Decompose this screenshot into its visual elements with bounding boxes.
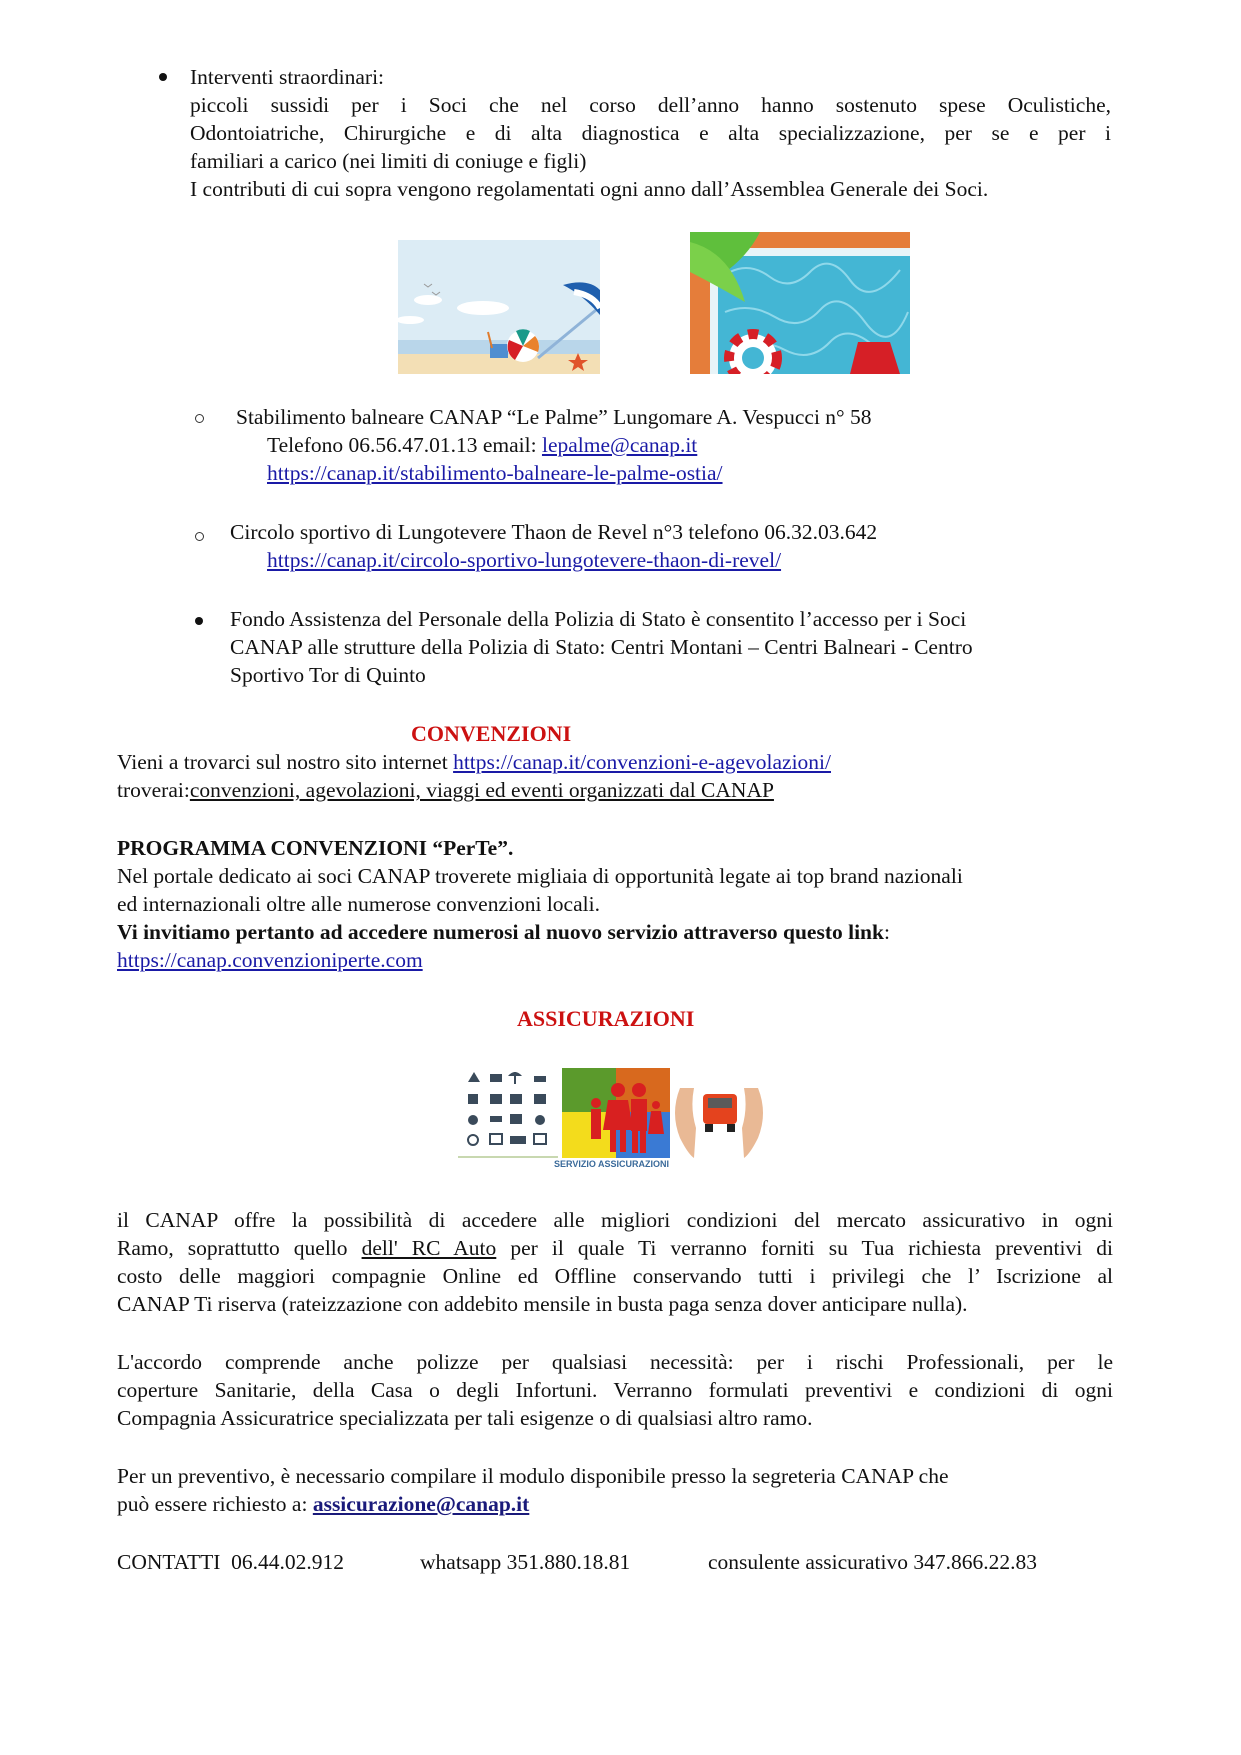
pool-illustration [690,232,910,374]
url-link-circolo[interactable]: https://canap.it/circolo-sportivo-lungotevere-thaon-di-revel/ [267,548,782,572]
assic-para2-line: Compagnia Assicuratrice specializzata per tali esigenze o di qualsiasi altro ramo. [117,1406,813,1430]
insurance-caption: SERVIZIO ASSICURAZIONI [554,1159,670,1169]
stabilimento-contact [267,431,697,459]
perte-invite [117,918,890,946]
insurance-banner [458,1068,768,1174]
assic-para1-line: il CANAP offre la possibilità di accedere alle migliori condizioni del mercato assicurativo in ogni [117,1208,1113,1232]
circolo-url-line [267,546,781,574]
url-link-convenzioni[interactable]: https://canap.it/convenzioni-e-agevolazioni/ [453,750,831,774]
contatti-label: CONTATTI 06.44.02.912 [117,1550,344,1574]
rc-auto-text: dell' RC Auto [361,1236,497,1260]
paragraph-line: Odontoiatriche, Chirurgiche e di alta diagnostica e alta specializzazione, per se e per i [190,121,1111,145]
perte-line: Nel portale dedicato ai soci CANAP troverete migliaia di opportunità legate ai top brand nazionali [117,864,963,888]
fondo-line: CANAP alle strutture della Polizia di Stato: Centri Montani – Centri Balneari - Centro [230,635,973,659]
invite-text: Vi invitiamo pertanto ad accedere numerosi al nuovo servizio attraverso questo link [117,920,884,944]
paragraph-line: piccoli sussidi per i Soci che nel corso dell’anno hanno sostenuto spese Oculistiche, [190,93,1111,117]
contatti-consulente: consulente assicurativo 347.866.22.83 [708,1550,1038,1574]
assic-para2-line: L'accordo comprende anche polizze per qualsiasi necessità: per i rischi Professionali, per le [117,1350,1113,1374]
fondo-line: Fondo Assistenza del Personale della Polizia di Stato è consentito l’accesso per i Soci [230,607,967,631]
section-title-interventi: Interventi straordinari: [190,65,385,89]
circolo-title: Circolo sportivo di Lungotevere Thaon de Revel n°3 telefono 06.32.03.642 [230,520,878,544]
text-segment: può essere richiesto a: [117,1492,313,1516]
perte-url-line [117,946,423,974]
beach-illustration [398,240,600,374]
assic-para3-line: Per un preventivo, è necessario compilare il modulo disponibile presso la segreteria CANAP che [117,1464,949,1488]
convenzioni-intro [117,748,831,776]
stabilimento-url-line [267,459,723,487]
assic-para1-line [117,1234,1113,1262]
assic-para1-line: costo delle maggiori compagnie Online ed Offline conservando tutti i privilegi che l’ Iscrizione al [117,1264,1113,1288]
email-link-lepalme[interactable]: lepalme@canap.it [541,433,698,457]
convenzioni-troverai [117,776,774,804]
heading-convenzioni: CONVENZIONI [411,721,572,746]
perte-line: ed internazionali oltre alle numerose convenzioni locali. [117,892,600,916]
phone-label: Telefono 06.56.47.01.13 email: [267,433,542,457]
text-segment: per il quale Ti verranno forniti su Tua richiesta preventivi di [496,1236,1113,1260]
stabilimento-title: Stabilimento balneare CANAP “Le Palme” Lungomare A. Vespucci n° 58 [236,405,872,429]
fondo-line: Sportivo Tor di Quinto [230,663,426,687]
invite-colon: : [883,920,890,944]
url-link-stabilimento[interactable]: https://canap.it/stabilimento-balneare-le-palme-ostia/ [267,461,723,485]
heading-perte: PROGRAMMA CONVENZIONI “PerTe”. [117,836,514,860]
assic-para2-line: coperture Sanitarie, della Casa o degli Infortuni. Verranno formulati preventivi e condizioni di ogni [117,1378,1113,1402]
bullet-ring-icon [195,532,204,541]
email-link-assicurazione[interactable]: assicurazione@canap.it [312,1492,530,1516]
assic-para3-line [117,1490,529,1518]
paragraph-line: I contributi di cui sopra vengono regolamentati ogni anno dall’Assemblea Generale dei Soci. [190,177,989,201]
troverai-text: convenzioni, agevolazioni, viaggi ed eventi organizzati dal CANAP [189,778,774,802]
text-segment: Ramo, soprattutto quello [117,1236,362,1260]
intro-text: Vieni a trovarci sul nostro sito internet [117,750,454,774]
bullet-icon [195,617,203,625]
bullet-ring-icon [195,414,204,423]
troverai-prefix: troverai: [117,778,190,802]
heading-assicurazioni: ASSICURAZIONI [517,1006,695,1031]
paragraph-line: familiari a carico (nei limiti di coniuge e figli) [190,149,587,173]
url-link-perte[interactable]: https://canap.convenzioniperte.com [117,948,423,972]
contatti-whatsapp: whatsapp 351.880.18.81 [420,1550,631,1574]
assic-para1-line: CANAP Ti riserva (rateizzazione con addebito mensile in busta paga senza dover anticipare nulla). [117,1292,968,1316]
bullet-icon [159,73,167,81]
